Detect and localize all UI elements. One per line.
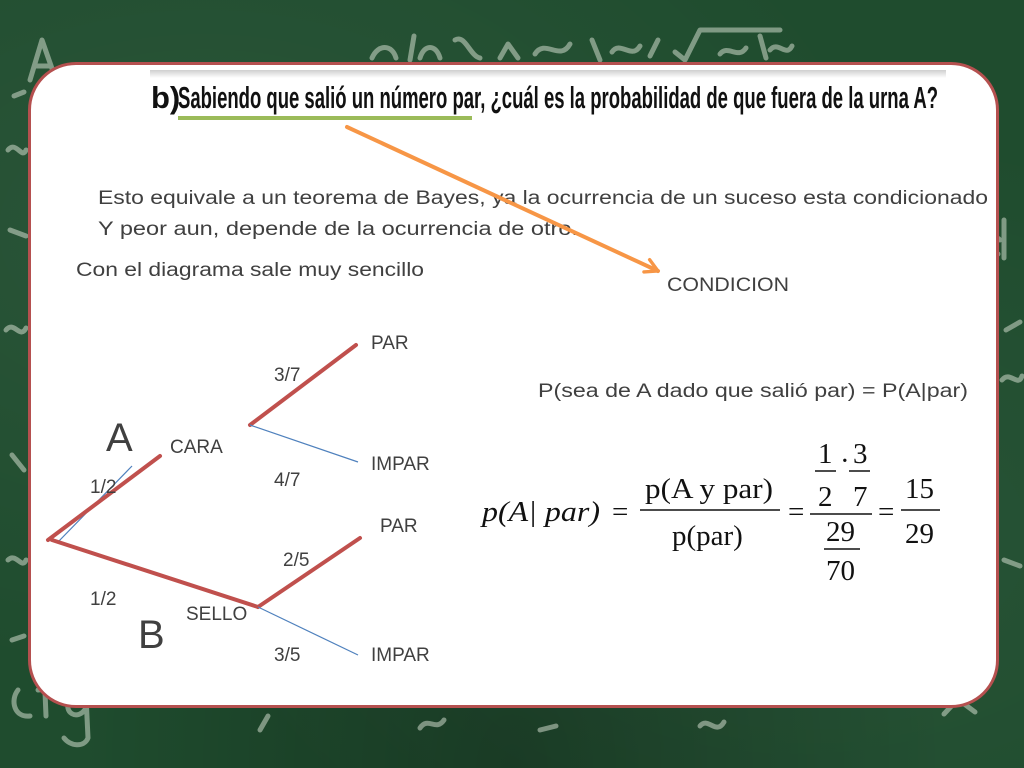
nested-bottom-num: 29 — [826, 516, 855, 548]
branch-cara-impar — [250, 425, 358, 462]
prob-b-impar: 3/5 — [274, 645, 301, 666]
question-label: b) — [151, 80, 181, 115]
nested-top-right-num: 3 — [853, 438, 868, 470]
nested-top-left-num: 1 — [818, 438, 833, 470]
formula-denominator: p(par) — [672, 520, 743, 552]
formula-equals-2: = — [788, 496, 805, 528]
probability-tree — [48, 333, 430, 666]
branch-sello-par — [258, 538, 360, 607]
urn-a-label: A — [106, 416, 133, 460]
formula-numerator: p(A y par) — [645, 473, 773, 505]
question-underline — [178, 116, 472, 120]
branch-root-sello — [52, 540, 258, 607]
explanation-line-2: Y peor aun, depende de la ocurrencia de otro. — [98, 219, 578, 240]
node-cara: CARA — [170, 437, 223, 458]
formula-equals-3: = — [878, 496, 895, 528]
nested-bottom-den: 70 — [826, 555, 855, 587]
question-header — [150, 70, 946, 122]
formula-lhs: p(A| par) — [479, 496, 600, 528]
nested-top-right-den: 7 — [853, 481, 868, 513]
explanation-line-1: Esto equivale a un teorema de Bayes, ya la ocurrencia de un suceso esta condicionado — [98, 188, 988, 209]
prob-b-par: 2/5 — [283, 550, 310, 571]
bayes-formula — [480, 438, 940, 587]
urn-b-label: B — [138, 613, 165, 657]
result-denominator: 29 — [905, 518, 934, 550]
conditional-definition: P(sea de A dado que salió par) = P(A|par) — [538, 381, 968, 402]
prob-cara: 1/2 — [90, 477, 117, 498]
branch-cara-par — [250, 345, 356, 425]
branch-sello-impar — [258, 607, 358, 655]
condition-label: CONDICION — [667, 275, 789, 296]
nested-top-left-den: 2 — [818, 481, 833, 513]
prob-sello: 1/2 — [90, 589, 117, 610]
node-b-par: PAR — [380, 516, 418, 537]
prob-a-par: 3/7 — [274, 365, 301, 386]
prob-a-impar: 4/7 — [274, 470, 301, 491]
node-a-impar: IMPAR — [371, 454, 430, 475]
node-a-par: PAR — [371, 333, 409, 354]
node-b-impar: IMPAR — [371, 645, 430, 666]
question-header-shadow — [150, 70, 946, 78]
branch-root-cara — [48, 456, 160, 540]
formula-equals-1: = — [612, 496, 629, 528]
result-numerator: 15 — [905, 473, 934, 505]
diagram-note: Con el diagrama sale muy sencillo — [76, 260, 424, 281]
nested-dot: · — [840, 445, 850, 477]
question-text: Sabiendo que salió un número par, ¿cuál es la probabilidad de que fuera de la urna A? — [178, 80, 938, 115]
node-sello: SELLO — [186, 604, 248, 625]
